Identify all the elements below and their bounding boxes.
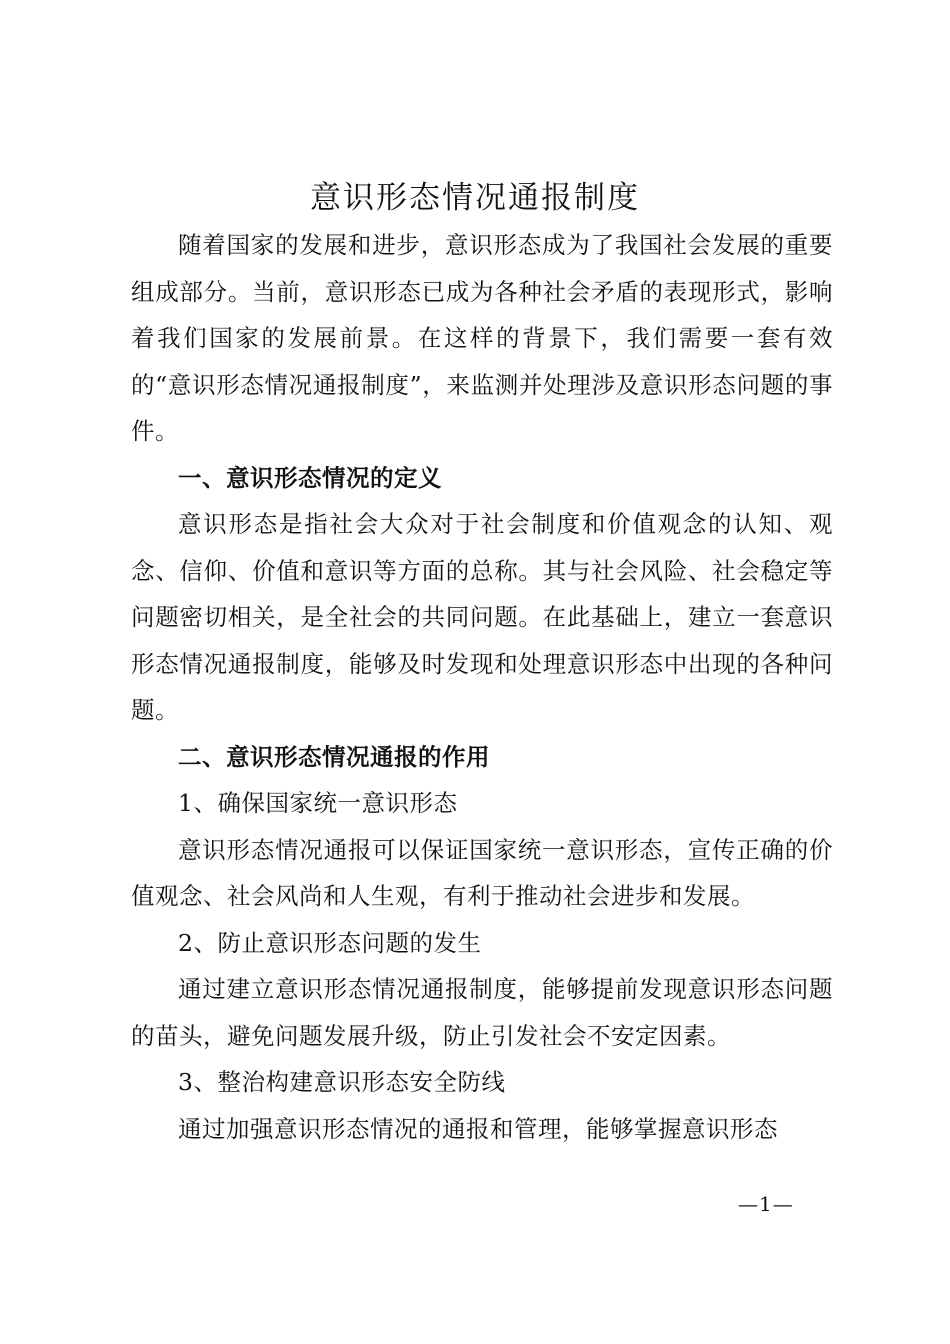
subheading-defense: 3、整治构建意识形态安全防线 — [178, 1068, 506, 1096]
intro-paragraph: 随着国家的发展和进步，意识形态成为了我国社会发展的重要组成部分。当前，意识形态已成为各种社会矛盾的表现形式，影响着我们国家的发展前景。在这样的背景下，我们需要一套有效的“意识形态情况通报制度”，来监测并处理涉及意识形态问题的事件。 — [131, 231, 833, 445]
page-number: —1— — [738, 1192, 794, 1216]
defense-paragraph: 通过加强意识形态情况的通报和管理，能够掌握意识形态 — [178, 1114, 778, 1143]
document-title: 意识形态情况通报制度 — [310, 180, 640, 216]
subheading-unify: 1、确保国家统一意识形态 — [178, 789, 458, 817]
prevent-paragraph: 通过建立意识形态情况通报制度，能够提前发现意识形态问题的苗头，避免问题发展升级，防止引发社会不安定因素。 — [131, 975, 833, 1050]
section-heading-role: 二、意识形态情况通报的作用 — [178, 742, 490, 771]
section-heading-definition: 一、意识形态情况的定义 — [178, 463, 442, 492]
definition-paragraph: 意识形态是指社会大众对于社会制度和价值观念的认知、观念、信仰、价值和意识等方面的总称。其与社会风险、社会稳定等问题密切相关，是全社会的共同问题。在此基础上，建立一套意识形态情况通报制度，能够及时发现和处理意识形态中出现的各种问题。 — [131, 510, 833, 724]
subheading-prevent: 2、防止意识形态问题的发生 — [178, 928, 482, 957]
document-body — [131, 222, 833, 1152]
unify-paragraph: 意识形态情况通报可以保证国家统一意识形态，宣传正确的价值观念、社会风尚和人生观，有利于推动社会进步和发展。 — [131, 835, 833, 910]
